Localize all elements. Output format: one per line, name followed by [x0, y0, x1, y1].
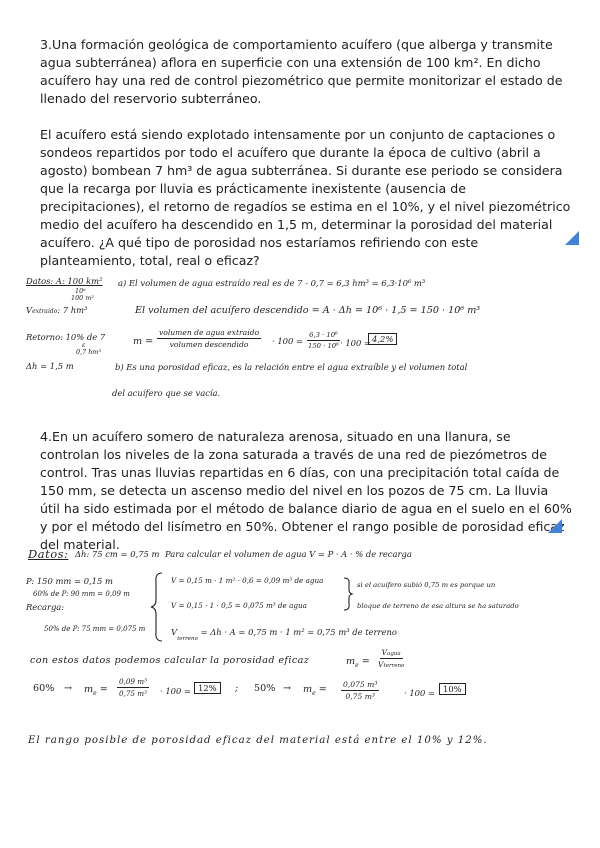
notes-4-recarga-label: Recarga:	[26, 602, 65, 612]
notes-3-dh: Δh = 1,5 m	[26, 361, 74, 371]
notes-4-c60-mul: · 100 =	[160, 686, 191, 696]
notes-4-recarga-2: 50% de P: 75 mm = 0,075 m	[44, 625, 146, 633]
notes-4-c60-fraction: $\frac{\text{0,09 m³}}{\text{0,75 m³}}$	[119, 677, 147, 698]
notes-3-line-c: b) Es una porosidad eficaz, es la relación entre el agua extraíble y el volumen total	[115, 362, 468, 372]
left-brace-icon	[150, 572, 164, 642]
notes-3-datos: Datos: A: 100 km²	[26, 276, 103, 286]
notes-4-recarga-1: 60% de P: 90 mm = 0,09 m	[33, 590, 130, 598]
notes-3-m-eq: m =	[133, 336, 154, 347]
arrow-icon-2: →	[283, 683, 292, 694]
notes-4-conclusion: El rango posible de porosidad eficaz del material está entre el 10% y 12%.	[28, 735, 488, 746]
problem-4-statement: 4.En un acuífero somero de naturaleza arenosa, situado en una llanura, se controlan los niveles de la zona saturada a través de una red de piezómetros de control. Tras unas lluvias repartidas en 6 días, con una precipitación total caída de 150 mm, se detecta un ascenso medio del nivel en los pozos de 75 cm. La lluvia útil ha sido estimada por el método de balance diario de agua en el suelo en el 60% y por el método del lisímetro en 50%. Obtener el rango posible de porosidad eficaz del material.	[40, 429, 572, 552]
notes-4-c50: 50%	[254, 683, 276, 694]
notes-4-side-1: si el acuífero subió 0,75 m es porque un	[357, 581, 496, 589]
notes-3-line-a: a) El volumen de agua estraído real es de 7 - 0,7 = 6,3 hm³ = 6,3·10⁶ m³	[118, 278, 426, 288]
notes-3-vextraido: Vextraído: 7 hm³	[26, 305, 88, 315]
notes-4-me: $m_e$ =	[346, 656, 370, 669]
notes-3-retorno-sub: ε	[82, 341, 86, 349]
problem-3-statement: 3.Una formación geológica de comportamiento acuífero (que alberga y transmite agua subterránea) aflora en superficie con una extensión de 100 km². En dicho acuífero hay una red de control piezométrico que permite monitorizar el estado de llenado del reservorio subterráneo.	[40, 37, 563, 106]
notes-3-m-result: 4,2%	[368, 333, 397, 345]
notes-3-retorno-val: 0,7 hm³	[76, 348, 101, 356]
notes-4-para: Para calcular el volumen de agua V = P · A · % de recarga	[165, 549, 412, 559]
notes-4-c50-mul: · 100 =	[404, 688, 435, 698]
notes-4-v1: V = 0,15 m · 1 m² · 0,6 = 0,09 m³ de agua	[171, 576, 324, 585]
notes-4-datos: Datos:	[28, 547, 69, 561]
notes-3-m-fraction: volumen de agua extraído volumen descendido	[159, 328, 260, 349]
right-brace-icon	[343, 577, 353, 611]
notes-4-v2: V = 0,15 · 1 · 0,5 = 0,075 m³ de agua	[171, 601, 307, 610]
arrow-icon: →	[64, 683, 73, 694]
notes-4-side-2: bloque de terreno de esa altura se ha saturado	[357, 602, 519, 610]
notes-4-c50-result: 10%	[439, 683, 466, 695]
notes-3-m-mul-2: · 100 =	[340, 338, 371, 348]
corner-marker-icon-2	[548, 519, 562, 533]
notes-3-m-mul: · 100 =	[272, 336, 303, 346]
notes-4-me-50: $m_e$ =	[303, 684, 327, 697]
notes-4-sep: ;	[235, 683, 239, 694]
notes-4-c50-fraction: $\frac{\text{0,075 m³}}{\text{0,75 m³}}$	[343, 680, 378, 701]
notes-4-me-60: $m_e$ =	[84, 684, 108, 697]
notes-4-c60: 60%	[33, 683, 55, 694]
notes-3-retorno: Retorno: 10% de 7	[26, 332, 106, 342]
notes-4-me-fraction: Vagua Vterreno	[378, 648, 405, 669]
notes-4-con: con estos datos podemos calcular la porosidad eficaz	[30, 655, 310, 666]
corner-marker-icon	[565, 231, 579, 245]
notes-4-v3: $V_{terreno} = \Delta h \cdot A = 0,75$ m · 1 m² = 0,75 m³ de terreno	[171, 627, 397, 642]
notes-3-m-fraction-2: $\frac{\text{6,3 · 10⁶}}{\text{150 · 10⁶}}$	[308, 331, 339, 350]
notes-4-c60-result: 12%	[194, 682, 221, 694]
notes-3-area-sub: 10⁶	[75, 287, 86, 295]
notes-4-p: P: 150 mm = 0,15 m	[26, 576, 113, 586]
notes-3-line-b: El volumen del acuífero descendido = A · Δh = 10⁶ · 1,5 = 150 · 10⁶ m³	[135, 305, 481, 316]
notes-3-area-conv: 100 m²	[71, 294, 94, 302]
notes-4-datos-val: Δh: 75 cm = 0,75 m	[75, 549, 160, 559]
problem-3-statement-2: El acuífero está siendo explotado intensamente por un conjunto de captaciones o sondeos repartidos por todo el acuífero que durante la época de cultivo (abril a agosto) bombean 7 hm³ de agua subterránea. Si durante ese periodo se considera que la recarga por lluvia es prácticamente inexistente (ausencia de precipitaciones), el retorno de regadíos se estima en el 10%, y el nivel piezométrico medio del acuífero ha descendido en 1,5 m, determinar la porosidad del material acuífero. ¿A qué tipo de porosidad nos estaríamos refiriendo con este planteamiento, total, real o eficaz?	[40, 127, 571, 268]
notes-3-line-c2: del acuífero que se vacía.	[112, 388, 221, 398]
